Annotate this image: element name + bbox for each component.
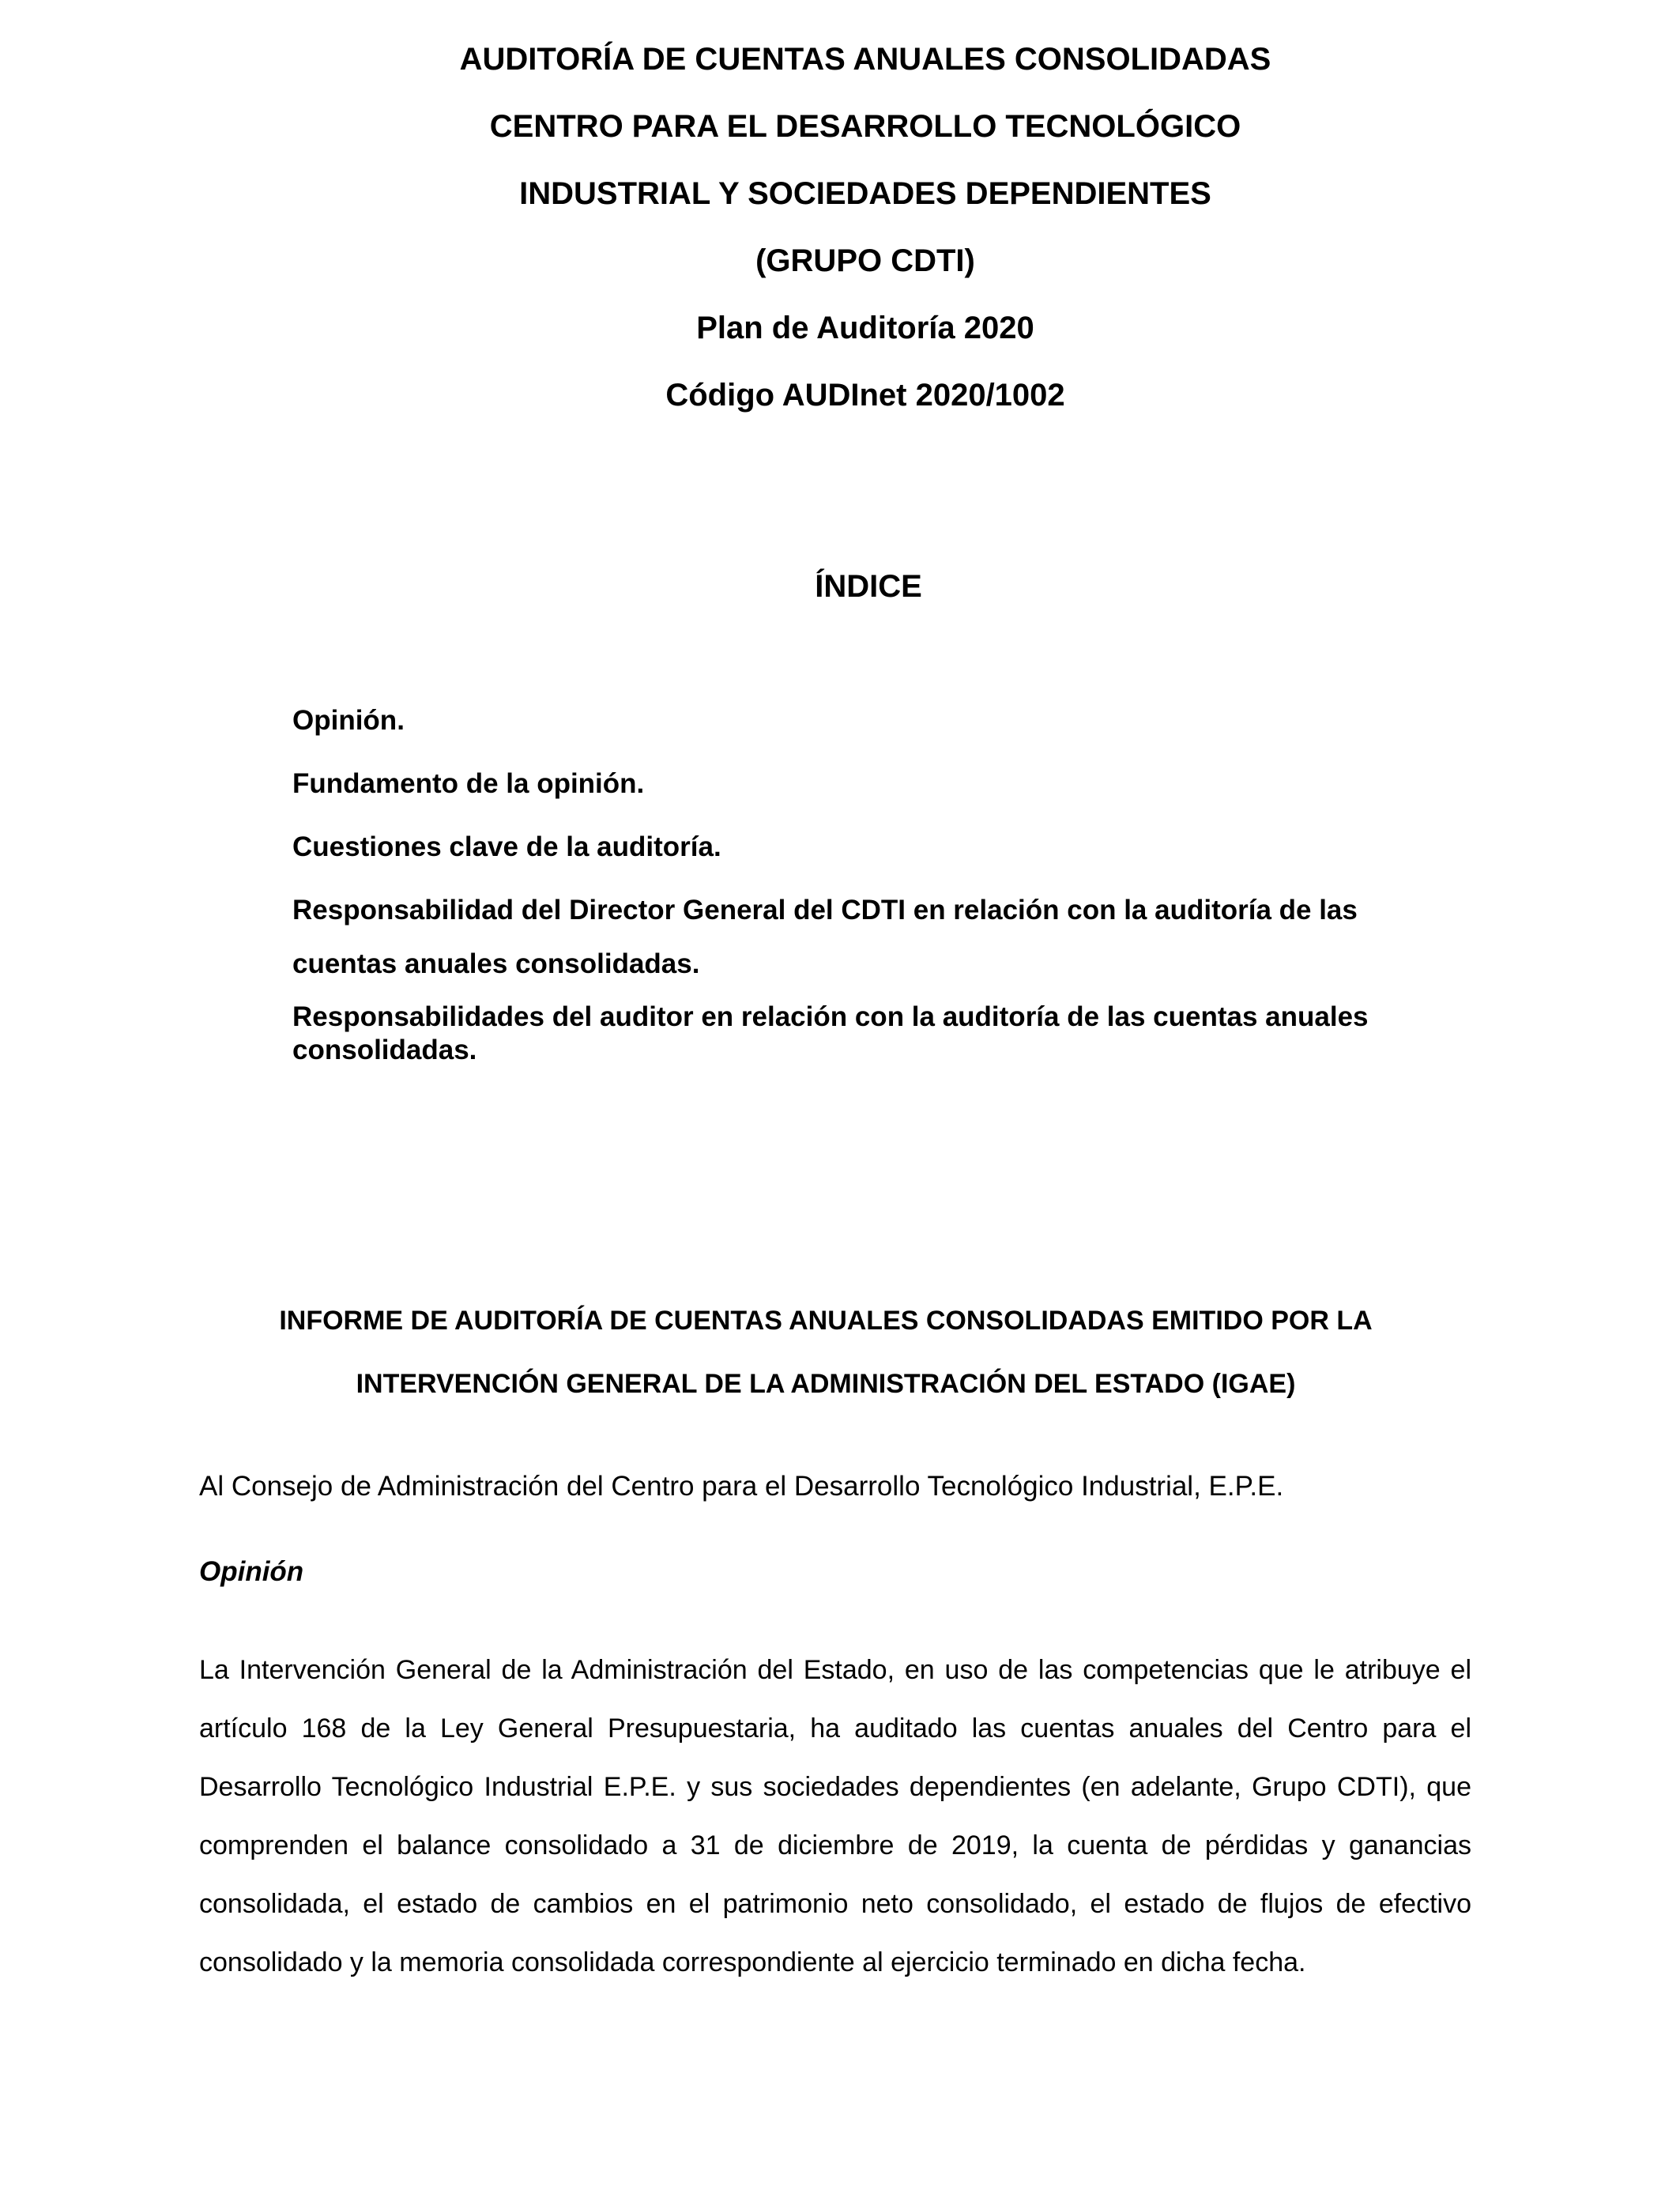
title-line-2: CENTRO PARA EL DESARROLLO TECNOLÓGICO bbox=[489, 109, 1241, 144]
report-heading-line-1: INFORME DE AUDITORÍA DE CUENTAS ANUALES CONSOLIDADAS EMITIDO POR LA bbox=[279, 1306, 1373, 1336]
index-item-responsabilidad-director: Responsabilidad del Director General del CDTI en relación con la auditoría de las cuentas anuales consolidadas. bbox=[292, 895, 1358, 979]
title-line-5: Plan de Auditoría 2020 bbox=[696, 311, 1034, 345]
title-line-4: (GRUPO CDTI) bbox=[755, 243, 975, 278]
title-line-6: Código AUDInet 2020/1002 bbox=[665, 378, 1065, 413]
index-item-responsabilidades-auditor: Responsabilidades del auditor en relación con la auditoría de las cuentas anuales consolidadas. bbox=[292, 1001, 1369, 1065]
addressee: Al Consejo de Administración del Centro para el Desarrollo Tecnológico Industrial, E.P.E. bbox=[199, 1471, 1284, 1502]
title-line-3: INDUSTRIAL Y SOCIEDADES DEPENDIENTES bbox=[519, 176, 1211, 211]
index-item-fundamento: Fundamento de la opinión. bbox=[292, 768, 645, 799]
index-list bbox=[292, 703, 1478, 1067]
section-title-opinion: Opinión bbox=[199, 1556, 304, 1587]
index-heading: ÍNDICE bbox=[815, 569, 922, 604]
index-item-cuestiones-clave: Cuestiones clave de la auditoría. bbox=[292, 831, 721, 862]
title-line-1: AUDITORÍA DE CUENTAS ANUALES CONSOLIDADAS bbox=[459, 42, 1271, 77]
report-heading bbox=[0, 1296, 1652, 1423]
document-title bbox=[0, 33, 1680, 436]
opinion-paragraph: La Intervención General de la Administración del Estado, en uso de las competencias que le atribuye el artículo 168 de la Ley General Presupuestaria, ha auditado las cuentas anuales del Centro para el Desarrollo Tecnológico Industrial E.P.E. y sus sociedades dependientes (en adelante, Grupo CDTI), que comprenden el balance consolidado a 31 de diciembre de 2019, la cuenta de pérdidas y ganancias consolidada, el estado de cambios en el patrimonio neto consolidado, el estado de flujos de efectivo consolidado y la memoria consolidada correspondiente al ejercicio terminado en dicha fecha. bbox=[199, 1655, 1471, 1977]
index-item-opinion: Opinión. bbox=[292, 705, 405, 736]
report-heading-line-2: INTERVENCIÓN GENERAL DE LA ADMINISTRACIÓN DEL ESTADO (IGAE) bbox=[356, 1369, 1296, 1399]
